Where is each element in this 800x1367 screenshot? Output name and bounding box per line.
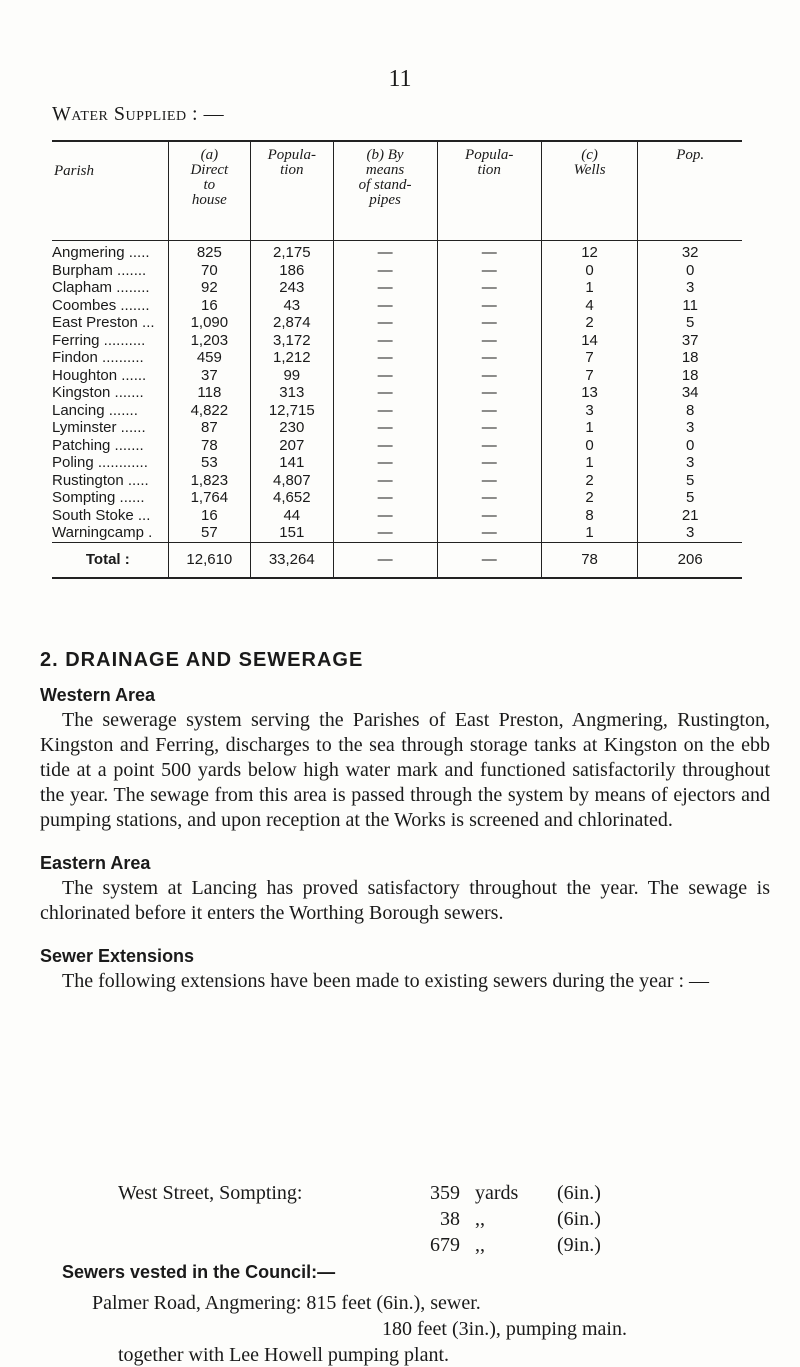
table-row	[52, 349, 742, 367]
extension-unit: yards	[475, 1182, 519, 1204]
table-row	[52, 489, 742, 507]
value-cell: 44	[251, 507, 333, 525]
value-cell: —	[437, 384, 541, 402]
value-cell: 21	[638, 507, 742, 525]
value-cell: —	[437, 279, 541, 297]
vested-line-1: Palmer Road, Angmering: 815 feet (6in.), sewer.	[92, 1292, 481, 1314]
table-row	[52, 262, 742, 280]
value-cell: 2	[541, 314, 638, 332]
value-cell: 0	[541, 437, 638, 455]
value-cell: —	[437, 262, 541, 280]
value-cell: —	[333, 297, 437, 315]
value-cell: 1,212	[251, 349, 333, 367]
value-cell: —	[333, 454, 437, 472]
value-cell: 1,764	[168, 489, 250, 507]
table-row	[52, 472, 742, 490]
table-row	[52, 454, 742, 472]
value-cell: 34	[638, 384, 742, 402]
value-cell: —	[437, 454, 541, 472]
value-cell: 3	[541, 402, 638, 420]
value-cell: —	[437, 241, 541, 262]
value-cell: —	[333, 507, 437, 525]
value-cell: —	[333, 279, 437, 297]
value-cell: —	[437, 507, 541, 525]
value-cell: 12,715	[251, 402, 333, 420]
western-area-text: The sewerage system serving the Parishes of East Preston, Angmering, Rustington, Kingston and Ferring, discharges to the sea through storage tanks at Kingston on the ebb tide at a point 500 yards below high water mark and functioned satisfactorily throughout the year. The sewage from this area is passed through the system by means of ejectors and pumping stations, and upon reception at the Works is screened and chlorinated.	[40, 709, 770, 831]
extension-location: West Street, Sompting:	[118, 1182, 303, 1204]
value-cell: —	[333, 332, 437, 350]
parish-cell: Patching .......	[52, 436, 144, 454]
table-row	[52, 297, 742, 315]
column-header: Parish	[52, 141, 168, 241]
total-cell: —	[437, 542, 541, 578]
value-cell: 11	[638, 297, 742, 315]
value-cell: 37	[168, 367, 250, 385]
value-cell: 32	[638, 241, 742, 262]
parish-cell: Lyminster ......	[52, 419, 146, 437]
value-cell: 141	[251, 454, 333, 472]
value-cell: 2	[541, 472, 638, 490]
value-cell: 5	[638, 314, 742, 332]
value-cell: 4	[541, 297, 638, 315]
value-cell: 1,203	[168, 332, 250, 350]
value-cell: 7	[541, 349, 638, 367]
column-header: (c) Wells	[541, 141, 638, 241]
total-cell: 206	[638, 542, 742, 578]
extension-length: 679	[430, 1234, 460, 1256]
value-cell: 151	[251, 524, 333, 542]
column-header: (a) Direct to house	[168, 141, 250, 241]
column-header: Popula- tion	[251, 141, 333, 241]
value-cell: 5	[638, 472, 742, 490]
extension-length: 38	[440, 1208, 460, 1230]
value-cell: 825	[168, 241, 250, 262]
value-cell: 186	[251, 262, 333, 280]
value-cell: 0	[638, 437, 742, 455]
value-cell: 1	[541, 454, 638, 472]
column-header: Popula- tion	[437, 141, 541, 241]
value-cell: 313	[251, 384, 333, 402]
column-header: (b) By means of stand- pipes	[333, 141, 437, 241]
value-cell: 2	[541, 489, 638, 507]
table-header-row	[52, 141, 742, 241]
value-cell: 1	[541, 419, 638, 437]
extension-size: (6in.)	[557, 1208, 601, 1230]
value-cell: 3,172	[251, 332, 333, 350]
table-row	[52, 314, 742, 332]
value-cell: 118	[168, 384, 250, 402]
extension-length: 359	[430, 1182, 460, 1204]
sewer-extensions-text: The following extensions have been made to existing sewers during the year : —	[62, 970, 710, 992]
value-cell: 57	[168, 524, 250, 542]
drainage-section	[40, 648, 770, 994]
parish-cell: Findon ..........	[52, 349, 144, 367]
table-row	[52, 507, 742, 525]
value-cell: 92	[168, 279, 250, 297]
value-cell: 53	[168, 454, 250, 472]
table-row	[52, 367, 742, 385]
value-cell: 99	[251, 367, 333, 385]
total-cell: 78	[541, 542, 638, 578]
eastern-area-heading: Eastern Area	[40, 853, 151, 873]
value-cell: 1	[541, 524, 638, 542]
value-cell: 8	[541, 507, 638, 525]
value-cell: —	[437, 297, 541, 315]
value-cell: 18	[638, 367, 742, 385]
parish-cell: Sompting ......	[52, 489, 145, 507]
value-cell: 2,175	[251, 241, 333, 262]
value-cell: 12	[541, 241, 638, 262]
parish-cell: Kingston .......	[52, 384, 144, 402]
table-row	[52, 384, 742, 402]
value-cell: 4,807	[251, 472, 333, 490]
value-cell: 13	[541, 384, 638, 402]
total-cell: 33,264	[251, 542, 333, 578]
vested-line-3: together with Lee Howell pumping plant.	[118, 1344, 450, 1366]
value-cell: 37	[638, 332, 742, 350]
value-cell: —	[437, 437, 541, 455]
table-row	[52, 437, 742, 455]
value-cell: 14	[541, 332, 638, 350]
value-cell: 0	[638, 262, 742, 280]
water-supplied-heading: Water Supplied : —	[52, 103, 225, 125]
value-cell: 459	[168, 349, 250, 367]
eastern-area-text: The system at Lancing has proved satisfactory throughout the year. The sewage is chlorinated before it enters the Worthing Borough sewers.	[40, 877, 770, 924]
total-label: Total :	[85, 551, 130, 568]
extension-unit: ,,	[475, 1208, 485, 1230]
value-cell: 43	[251, 297, 333, 315]
drainage-heading: 2. DRAINAGE AND SEWERAGE	[40, 649, 364, 671]
value-cell: 230	[251, 419, 333, 437]
value-cell: 16	[168, 297, 250, 315]
table-row	[52, 241, 742, 262]
value-cell: 3	[638, 454, 742, 472]
value-cell: 0	[541, 262, 638, 280]
parish-cell: Rustington .....	[52, 471, 149, 489]
value-cell: —	[437, 489, 541, 507]
value-cell: —	[333, 489, 437, 507]
value-cell: —	[333, 262, 437, 280]
value-cell: 207	[251, 437, 333, 455]
value-cell: —	[437, 349, 541, 367]
value-cell: 4,652	[251, 489, 333, 507]
parish-cell: Coombes .......	[52, 296, 150, 314]
value-cell: —	[437, 314, 541, 332]
table-row	[52, 279, 742, 297]
value-cell: —	[333, 349, 437, 367]
value-cell: 78	[168, 437, 250, 455]
table-row	[52, 524, 742, 542]
value-cell: 2,874	[251, 314, 333, 332]
value-cell: —	[333, 472, 437, 490]
sewers-vested-heading: Sewers vested in the Council:—	[62, 1262, 336, 1282]
value-cell: —	[333, 402, 437, 420]
table-total-row	[52, 542, 742, 578]
value-cell: 1,090	[168, 314, 250, 332]
value-cell: —	[437, 332, 541, 350]
parish-cell: Houghton ......	[52, 366, 147, 384]
parish-cell: Poling ............	[52, 454, 148, 472]
western-area-heading: Western Area	[40, 685, 156, 705]
table-row	[52, 402, 742, 420]
vested-line-2: 180 feet (3in.), pumping main.	[382, 1318, 627, 1340]
sewer-extensions-heading: Sewer Extensions	[40, 946, 195, 966]
table-row	[52, 419, 742, 437]
value-cell: 1,823	[168, 472, 250, 490]
parish-cell: South Stoke ...	[52, 506, 151, 524]
value-cell: —	[437, 472, 541, 490]
value-cell: 87	[168, 419, 250, 437]
value-cell: —	[333, 437, 437, 455]
parish-cell: Burpham .......	[52, 261, 147, 279]
parish-cell: Ferring ..........	[52, 331, 146, 349]
value-cell: —	[333, 367, 437, 385]
value-cell: —	[437, 402, 541, 420]
table-row	[52, 332, 742, 350]
value-cell: 4,822	[168, 402, 250, 420]
value-cell: 7	[541, 367, 638, 385]
value-cell: —	[437, 524, 541, 542]
extension-unit: ,,	[475, 1234, 485, 1256]
parish-cell: Lancing .......	[52, 401, 138, 419]
value-cell: 3	[638, 419, 742, 437]
value-cell: —	[333, 419, 437, 437]
parish-cell: Clapham ........	[52, 279, 150, 297]
parish-cell: East Preston ...	[52, 314, 155, 332]
value-cell: —	[437, 419, 541, 437]
parish-cell: Angmering .....	[52, 244, 150, 262]
value-cell: 5	[638, 489, 742, 507]
parish-cell: Warningcamp .	[52, 524, 153, 542]
value-cell: —	[333, 241, 437, 262]
value-cell: 3	[638, 279, 742, 297]
value-cell: —	[333, 314, 437, 332]
column-header: Pop.	[638, 141, 742, 241]
value-cell: 8	[638, 402, 742, 420]
value-cell: —	[333, 524, 437, 542]
value-cell: 243	[251, 279, 333, 297]
value-cell: 3	[638, 524, 742, 542]
extension-size: (9in.)	[557, 1234, 601, 1256]
value-cell: —	[437, 367, 541, 385]
extension-size: (6in.)	[557, 1182, 601, 1204]
value-cell: —	[333, 384, 437, 402]
total-cell: —	[333, 542, 437, 578]
value-cell: 18	[638, 349, 742, 367]
page-number: 11	[388, 66, 412, 92]
value-cell: 1	[541, 279, 638, 297]
water-supply-table	[52, 140, 742, 579]
value-cell: 16	[168, 507, 250, 525]
total-cell: 12,610	[168, 542, 250, 578]
value-cell: 70	[168, 262, 250, 280]
